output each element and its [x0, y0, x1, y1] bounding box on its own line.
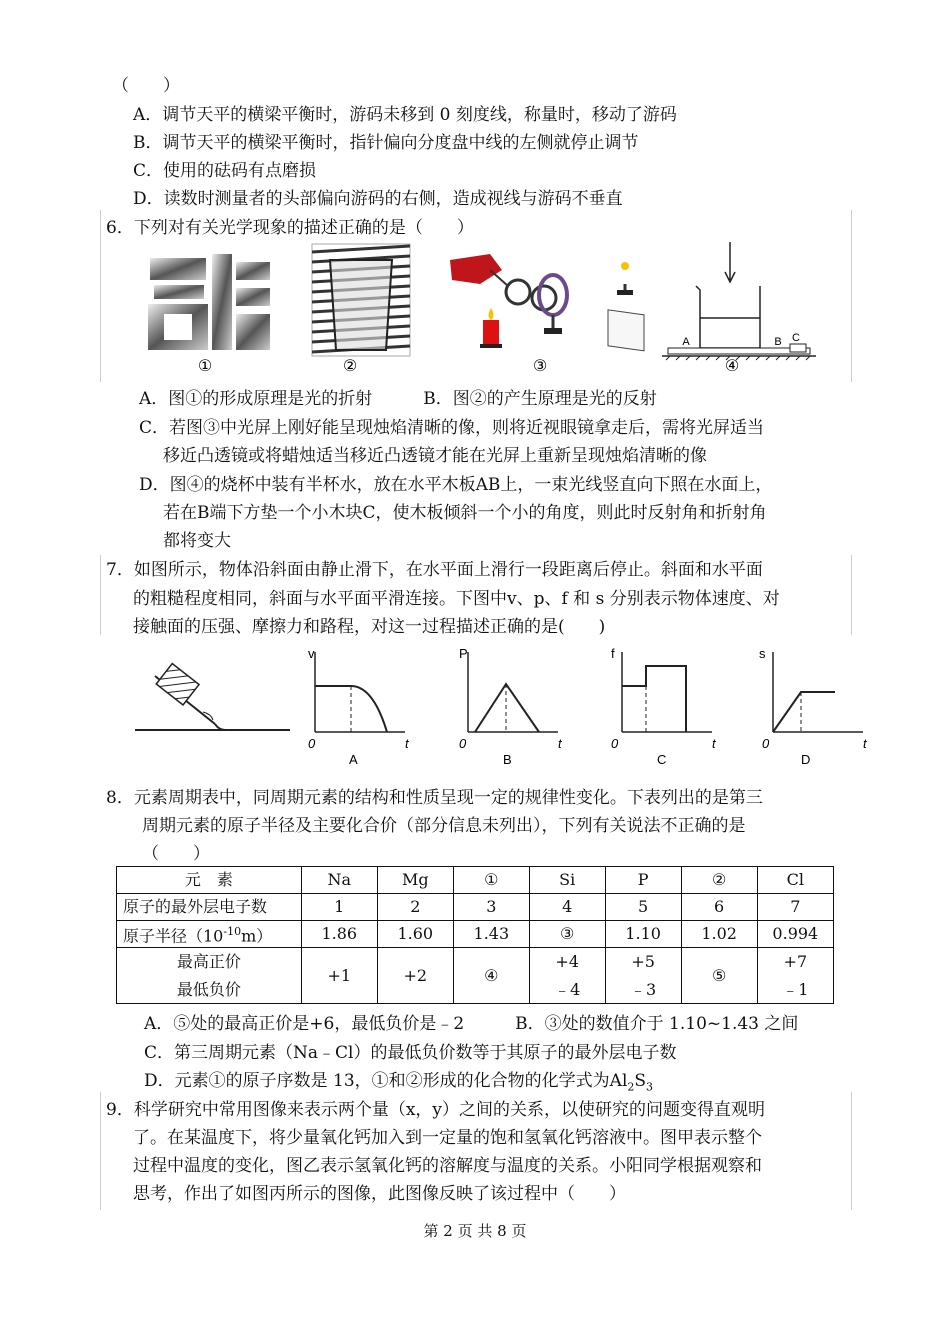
graph-c-y-label: f — [611, 646, 615, 661]
table-cell — [529, 948, 605, 1004]
table-cell: 1 — [301, 894, 377, 921]
table-cell: 1.10 — [605, 921, 681, 948]
table-cell: 原子的最外层电子数 — [117, 894, 302, 921]
valence-bottom: ﹣3 — [630, 979, 657, 999]
q6-option-ab: A．图①的形成原理是光的折射 B．图②的产生原理是光的反射 — [139, 389, 657, 409]
q6-option-d: D．图④的烧杯中装有半杯水，放在水平木板AB上，一束光线竖直向下照在水面上， — [139, 475, 773, 495]
q6-option-d-cont2: 都将变大 — [163, 531, 231, 551]
radius-label-b: m） — [241, 926, 273, 946]
graph-b-option: B — [503, 752, 512, 767]
valence-top: +5 — [631, 951, 655, 971]
q8-option-d-mid: S — [634, 1071, 647, 1091]
valence-top: ⑤ — [711, 965, 727, 985]
table-cell: ③ — [529, 921, 605, 948]
valence-top: +1 — [327, 965, 352, 985]
q8-stem-2: 周期元素的原子半径及主要化合价（部分信息未列出），下列有关说法不正确的是 — [142, 816, 746, 836]
q8-option-d-text: D．元素①的原子序数是 13，①和②形成的化合物的化学式为Al — [144, 1071, 628, 1091]
q8-option-c: C．第三周期元素（Na﹣Cl）的最低负价数等于其原子的最外层电子数 — [144, 1043, 677, 1063]
q5-paren: （ ） — [112, 76, 180, 96]
fig3-illustration — [450, 254, 644, 351]
q7-stem-1: 7．如图所示，物体沿斜面由静止滑下，在水平面上滑行一段距离后停止。斜面和水平面 — [106, 560, 763, 580]
graph-c-option: C — [657, 752, 667, 767]
q8-stem-1: 8．元素周期表中，同周期元素的结构和性质呈现一定的规律性变化。下表列出的是第三 — [106, 788, 763, 808]
table-cell: 4 — [529, 894, 605, 921]
graph-d-option: D — [801, 752, 811, 767]
fig2-illustration — [312, 244, 410, 356]
fig2-label: ② — [342, 358, 358, 375]
element-table — [116, 866, 834, 1004]
q6-option-c: C．若图③中光屏上刚好能呈现烛焰清晰的像，则将近视眼镜拿走后，需将光屏适当 — [139, 418, 765, 438]
q8-option-d-sub1: 2 — [627, 1080, 635, 1094]
graph-a-origin: 0 — [308, 736, 316, 751]
table-cell: P — [605, 867, 681, 894]
graph-a-x-label: t — [405, 736, 409, 751]
table-row — [117, 867, 834, 894]
q5-option-c: C．使用的砝码有点磨损 — [133, 161, 317, 181]
graph-a-option: A — [349, 752, 358, 767]
table-cell: 1.86 — [301, 921, 377, 948]
q9-stem-4: 思考，作出了如图丙所示的图像，此图像反映了该过程中（ ） — [133, 1184, 626, 1204]
valence-top: +4 — [555, 951, 580, 971]
graph-c-origin: 0 — [611, 736, 619, 751]
graph-b-y-label: P — [459, 646, 468, 661]
graph-a-y-label: v — [308, 646, 315, 661]
q7-figures — [125, 640, 885, 770]
q6-option-d-cont: 若在B端下方垫一个小木块C，使木板倾斜一个小的角度，则此时反射角和折射角 — [163, 503, 767, 523]
table-row — [117, 894, 834, 921]
table-cell: Si — [529, 867, 605, 894]
q5-option-d: D．读数时测量者的头部偏向游码的右侧，造成视线与游码不垂直 — [133, 189, 623, 209]
q7-stem-3: 接触面的压强、摩擦力和路程，对这一过程描述正确的是( ) — [133, 617, 606, 637]
valence-top: +7 — [783, 951, 808, 971]
incline-diagram — [135, 664, 290, 730]
q7-stem-2: 的粗糙程度相同，斜面与水平面平滑连接。下图中v、p、f 和 s 分别表示物体速度、对 — [133, 589, 780, 609]
table-cell — [453, 948, 529, 1004]
radius-label-a: 原子半径（10 — [123, 926, 224, 946]
valence-label — [117, 948, 302, 1004]
fig3-label: ③ — [532, 358, 548, 375]
table-cell — [757, 948, 833, 1004]
fig1-label: ① — [197, 358, 213, 375]
table-cell: 元 素 — [117, 867, 302, 894]
table-cell: 6 — [681, 894, 757, 921]
table-cell: 3 — [453, 894, 529, 921]
table-cell: 5 — [605, 894, 681, 921]
table-cell: 1.43 — [453, 921, 529, 948]
page-footer: 第 2 页 共 8 页 — [423, 1222, 527, 1240]
radius-label-exp: -10 — [223, 924, 242, 938]
table-cell: Na — [301, 867, 377, 894]
table-cell: 1.02 — [681, 921, 757, 948]
table-cell: ① — [453, 867, 529, 894]
valence-top: +2 — [403, 965, 428, 985]
valence-label-bottom: 最低负价 — [176, 979, 241, 999]
q5-option-a: A．调节天平的横梁平衡时，游码未移到 0 刻度线，称量时，移动了游码 — [133, 105, 677, 125]
table-cell: 7 — [757, 894, 833, 921]
radius-row-label — [117, 921, 302, 948]
graph-d-x-label: t — [863, 736, 867, 751]
fig4-letter-b: B — [774, 336, 782, 348]
table-row — [117, 948, 834, 1004]
q8-option-d-sub2: 3 — [646, 1080, 654, 1094]
table-cell: Mg — [377, 867, 453, 894]
graph-c — [611, 646, 717, 767]
q8-stem-3: （ ） — [142, 844, 210, 864]
valence-bottom: ﹣4 — [554, 979, 581, 999]
graph-d-y-label: s — [759, 646, 766, 661]
q5-option-b: B．调节天平的横梁平衡时，指针偏向分度盘中线的左侧就停止调节 — [133, 133, 639, 153]
q6-stem: 6．下列对有关光学现象的描述正确的是（ ） — [106, 218, 474, 238]
graph-b-origin: 0 — [459, 736, 467, 751]
q9-stem-3: 过程中温度的变化，图乙表示氢氧化钙的溶解度与温度的关系。小阳同学根据观察和 — [133, 1156, 762, 1176]
valence-label-top: 最高正价 — [176, 951, 241, 971]
graph-d-origin: 0 — [762, 736, 770, 751]
q8-option-ab: A．⑤处的最高正价是+6，最低负价是﹣2 B．③处的数值介于 1.10~1.43 之间 — [144, 1014, 799, 1034]
graph-c-x-label: t — [712, 736, 716, 751]
table-cell: 2 — [377, 894, 453, 921]
table-row — [117, 921, 834, 948]
q6-option-c-cont: 移近凸透镜或将蜡烛适当移近凸透镜才能在光屏上重新呈现烛焰清晰的像 — [163, 446, 707, 466]
table-cell — [605, 948, 681, 1004]
table-cell — [377, 948, 453, 1004]
table-cell — [681, 948, 757, 1004]
q6-figures — [140, 240, 820, 378]
table-cell — [301, 948, 377, 1004]
fig4-label: ④ — [724, 358, 740, 375]
q9-stem-1: 9．科学研究中常用图像来表示两个量（x，y）之间的关系，以使研究的问题变得直观明 — [106, 1100, 766, 1120]
table-cell: Cl — [757, 867, 833, 894]
fig1-illustration — [148, 254, 270, 350]
table-cell: 1.60 — [377, 921, 453, 948]
fig4-letter-c: C — [792, 332, 800, 344]
graph-b — [459, 646, 563, 767]
valence-bottom: ﹣1 — [782, 979, 809, 999]
graph-b-x-label: t — [558, 736, 562, 751]
valence-top: ④ — [484, 965, 499, 985]
table-cell: ② — [681, 867, 757, 894]
graph-d — [759, 646, 868, 767]
fig4-letter-a: A — [682, 336, 690, 348]
q9-stem-2: 了。在某温度下，将少量氧化钙加入到一定量的饱和氢氧化钙溶液中。图甲表示整个 — [133, 1128, 762, 1148]
graph-a — [308, 646, 410, 767]
table-cell: 0.994 — [757, 921, 833, 948]
